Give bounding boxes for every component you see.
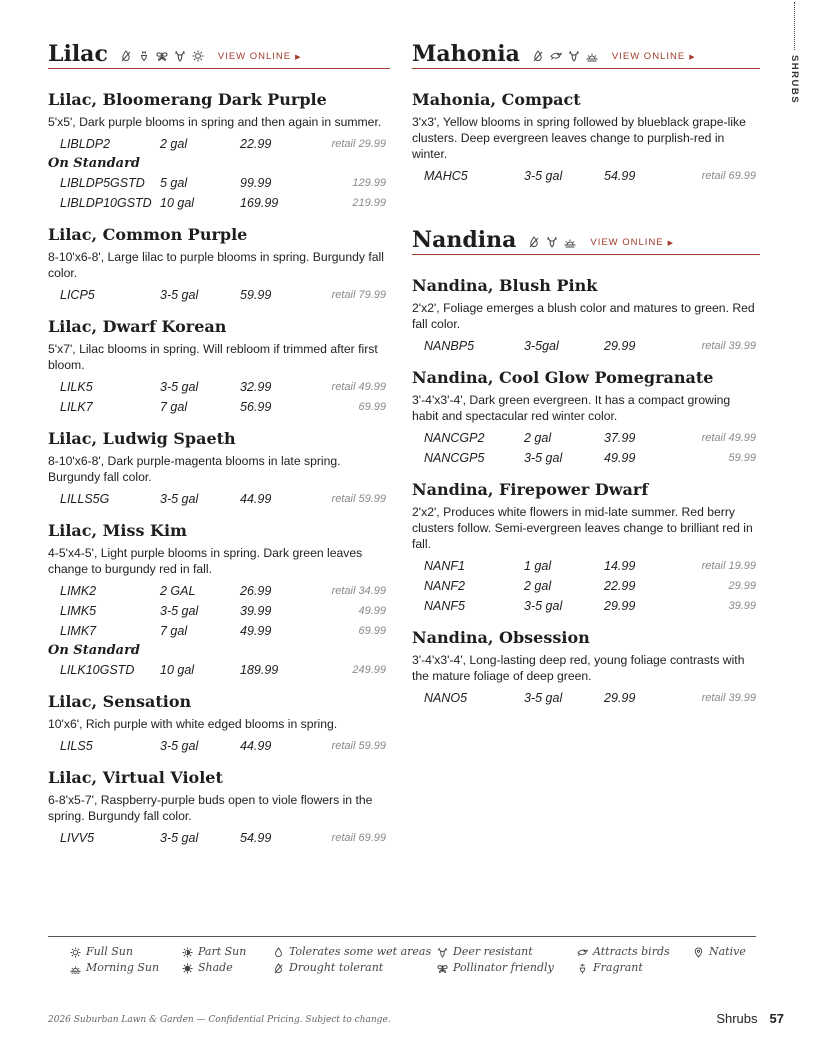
product-description: 3'x3', Yellow blooms in spring followed by blueblack grape-like clusters. Deep evergreen leaves change to purplish-red in winter. xyxy=(412,115,746,161)
side-dotted-rule xyxy=(794,2,795,50)
sku-code: LILK7 xyxy=(60,400,93,414)
price: 39.99 xyxy=(240,604,272,618)
retail-price: retail 49.99 xyxy=(331,381,386,393)
container-size: 3-5 gal xyxy=(160,288,199,302)
sku-code: NANBP5 xyxy=(424,339,475,353)
legend-fragrant: Fragrant xyxy=(577,961,643,975)
product-description: 5'x5', Dark purple blooms in spring and then again in summer. xyxy=(48,115,382,129)
sku-code: LIBLDP2 xyxy=(60,137,111,151)
morning-sun-icon xyxy=(564,236,576,248)
product-description: 4-5'x4-5', Light purple blooms in spring. Dark green leaves change to burgundy red in fall. xyxy=(48,546,363,576)
mahonia-items xyxy=(412,90,760,186)
product-item xyxy=(48,317,390,417)
product-description: 8-10'x6-8', Large lilac to purple blooms in spring. Burgundy fall color. xyxy=(48,250,384,280)
attribute-icons xyxy=(528,236,576,251)
side-label-text: SHRUBS xyxy=(789,54,801,105)
legend-birds: Attracts birds xyxy=(577,945,670,959)
product-description: 3'-4'x3'-4', Dark green evergreen. It has a compact growing habit and spectacular red winter color. xyxy=(412,393,731,423)
price: 37.99 xyxy=(604,431,636,445)
footer-page-info xyxy=(716,1011,784,1026)
container-size: 3-5 gal xyxy=(524,691,563,705)
price: 49.99 xyxy=(240,624,272,638)
product-description: 2'x2', Foliage emerges a blush color and matures to green. Red fall color. xyxy=(412,301,755,331)
retail-price: 69.99 xyxy=(358,401,386,413)
price: 29.99 xyxy=(604,599,636,613)
product-item xyxy=(48,429,390,509)
right-column xyxy=(412,40,760,708)
price-row xyxy=(412,448,760,468)
legend-pollinator: Pollinator friendly xyxy=(437,961,554,975)
price-row xyxy=(48,173,390,193)
container-size: 7 gal xyxy=(160,400,188,414)
price: 54.99 xyxy=(240,831,272,845)
sku-code: LICP5 xyxy=(60,288,95,302)
container-size: 3-5 gal xyxy=(160,604,199,618)
product-item xyxy=(412,628,760,708)
deer-resistant-icon xyxy=(174,50,186,62)
product-name: Lilac, Bloomerang Dark Purple xyxy=(48,90,327,109)
product-name: Mahonia, Compact xyxy=(412,90,581,109)
part-sun-icon xyxy=(182,947,193,958)
retail-price: retail 49.99 xyxy=(701,432,756,444)
legend-wet: Tolerates some wet areas xyxy=(273,945,431,959)
price-row xyxy=(412,166,760,186)
product-description: 3'-4'x3'-4', Long-lasting deep red, young foliage contrasts with the mature foliage of deep green. xyxy=(412,653,745,683)
product-item xyxy=(48,768,390,848)
container-size: 2 GAL xyxy=(160,584,196,598)
morning-sun-icon xyxy=(70,963,81,974)
product-description: 10'x6', Rich purple with white edged blooms in spring. xyxy=(48,717,338,731)
product-item xyxy=(48,90,390,213)
pollinator-friendly-icon xyxy=(156,50,168,62)
price: 32.99 xyxy=(240,380,272,394)
product-item xyxy=(48,225,390,305)
price: 44.99 xyxy=(240,739,272,753)
price-row xyxy=(48,397,390,417)
price-row xyxy=(48,193,390,213)
section-title: Mahonia xyxy=(412,41,520,67)
legend-deer: Deer resistant xyxy=(437,945,533,959)
price: 22.99 xyxy=(604,579,636,593)
price: 22.99 xyxy=(240,137,272,151)
on-standard-label: On Standard xyxy=(48,156,141,171)
attracts-birds-icon xyxy=(577,947,588,958)
product-name: Lilac, Ludwig Spaeth xyxy=(48,429,236,448)
price: 29.99 xyxy=(604,339,636,353)
price-row xyxy=(48,828,390,848)
product-item xyxy=(412,90,760,186)
full-sun-icon xyxy=(192,50,204,62)
drought-tolerant-icon xyxy=(532,50,544,62)
product-item xyxy=(48,692,390,756)
sku-code: MAHC5 xyxy=(424,169,468,183)
retail-price: 49.99 xyxy=(358,605,386,617)
product-name: Nandina, Obsession xyxy=(412,628,590,647)
product-item xyxy=(412,368,760,468)
price-row xyxy=(412,428,760,448)
product-name: Nandina, Blush Pink xyxy=(412,276,598,295)
price: 56.99 xyxy=(240,400,272,414)
retail-price: retail 34.99 xyxy=(331,585,386,597)
container-size: 7 gal xyxy=(160,624,188,638)
container-size: 3-5 gal xyxy=(160,831,199,845)
wet-areas-icon xyxy=(273,947,284,958)
price-row xyxy=(48,134,390,154)
retail-price: retail 19.99 xyxy=(701,560,756,572)
price-row xyxy=(48,285,390,305)
sku-code: NANCGP5 xyxy=(424,451,485,465)
product-name: Lilac, Miss Kim xyxy=(48,521,187,540)
container-size: 3-5 gal xyxy=(160,492,199,506)
side-section-label xyxy=(788,2,802,112)
container-size: 3-5 gal xyxy=(524,169,563,183)
container-size: 1 gal xyxy=(524,559,552,573)
lilac-column xyxy=(48,40,390,848)
sku-code: LIBLDP5GSTD xyxy=(60,176,145,190)
nandina-items xyxy=(412,276,760,708)
price-row xyxy=(412,688,760,708)
price: 26.99 xyxy=(240,584,272,598)
product-item xyxy=(48,521,390,680)
sku-code: LIMK2 xyxy=(60,584,97,598)
sku-code: NANF2 xyxy=(424,579,465,593)
sku-code: LILLS5G xyxy=(60,492,110,506)
container-size: 2 gal xyxy=(524,431,552,445)
price: 169.99 xyxy=(240,196,279,210)
deer-resistant-icon xyxy=(437,947,448,958)
legend-full-sun: Full Sun xyxy=(70,945,133,959)
fragrant-icon xyxy=(138,50,150,62)
attribute-icons xyxy=(120,50,204,65)
sku-code: NANO5 xyxy=(424,691,468,705)
legend-native: Native xyxy=(693,945,746,959)
view-online-link[interactable]: VIEW ONLINE ▶ xyxy=(611,51,696,62)
sku-code: NANCGP2 xyxy=(424,431,485,445)
product-name: Lilac, Virtual Violet xyxy=(48,768,223,787)
product-name: Nandina, Cool Glow Pomegranate xyxy=(412,368,714,387)
sku-code: LILK5 xyxy=(60,380,93,394)
sku-code: NANF5 xyxy=(424,599,465,613)
retail-price: 249.99 xyxy=(352,664,386,676)
view-online-link[interactable]: VIEW ONLINE ▶ xyxy=(590,237,675,248)
container-size: 3-5 gal xyxy=(160,380,199,394)
retail-price: retail 59.99 xyxy=(331,740,386,752)
attracts-birds-icon xyxy=(550,50,562,62)
footer-section: Shrubs xyxy=(716,1011,758,1026)
fragrant-icon xyxy=(577,963,588,974)
container-size: 3-5 gal xyxy=(524,451,563,465)
price: 29.99 xyxy=(604,691,636,705)
price-row xyxy=(48,489,390,509)
drought-tolerant-icon xyxy=(120,50,132,62)
container-size: 3-5 gal xyxy=(524,599,563,613)
sku-code: LILK10GSTD xyxy=(60,663,135,677)
retail-price: retail 79.99 xyxy=(331,289,386,301)
price-row xyxy=(412,596,760,616)
native-icon xyxy=(693,947,704,958)
drought-tolerant-icon xyxy=(273,963,284,974)
container-size: 10 gal xyxy=(160,663,195,677)
retail-price: retail 29.99 xyxy=(331,138,386,150)
retail-price: retail 39.99 xyxy=(701,692,756,704)
price-row xyxy=(412,336,760,356)
legend-drought: Drought tolerant xyxy=(273,961,383,975)
legend-shade: Shade xyxy=(182,961,233,975)
product-name: Lilac, Dwarf Korean xyxy=(48,317,227,336)
legend-part-sun: Part Sun xyxy=(182,945,246,959)
view-online-link[interactable]: VIEW ONLINE ▶ xyxy=(217,51,302,62)
product-description: 5'x7', Lilac blooms in spring. Will rebloom if trimmed after first bloom. xyxy=(48,342,378,372)
price-row xyxy=(48,736,390,756)
morning-sun-icon xyxy=(586,50,598,62)
retail-price: 219.99 xyxy=(352,197,386,209)
price-row xyxy=(48,601,390,621)
price-row xyxy=(48,660,390,680)
price-row xyxy=(412,556,760,576)
deer-resistant-icon xyxy=(546,236,558,248)
product-item xyxy=(412,480,760,616)
footer-disclaimer: 2026 Suburban Lawn & Garden — Confidential Pricing. Subject to change. xyxy=(48,1015,391,1025)
shade-icon xyxy=(182,963,193,974)
drought-tolerant-icon xyxy=(528,236,540,248)
price-row xyxy=(48,581,390,601)
price-row xyxy=(48,621,390,641)
on-standard-label: On Standard xyxy=(48,643,141,658)
container-size: 2 gal xyxy=(524,579,552,593)
lilac-items xyxy=(48,90,390,848)
lilac-section-header xyxy=(48,40,390,69)
price: 49.99 xyxy=(604,451,636,465)
price-row xyxy=(412,576,760,596)
sku-code: LIMK5 xyxy=(60,604,97,618)
price: 59.99 xyxy=(240,288,272,302)
retail-price: retail 69.99 xyxy=(331,832,386,844)
retail-price: 129.99 xyxy=(352,177,386,189)
nandina-section-header xyxy=(412,226,760,255)
product-name: Lilac, Sensation xyxy=(48,692,192,711)
retail-price: 69.99 xyxy=(358,625,386,637)
retail-price: 29.99 xyxy=(728,580,756,592)
container-size: 10 gal xyxy=(160,196,195,210)
sku-code: LIBLDP10GSTD xyxy=(60,196,152,210)
icon-legend xyxy=(48,936,756,977)
product-item xyxy=(412,276,760,356)
attribute-icons xyxy=(532,50,598,65)
price-row xyxy=(48,377,390,397)
deer-resistant-icon xyxy=(568,50,580,62)
product-description: 6-8'x5-7', Raspberry-purple buds open to viole flowers in the spring. Burgundy fall color. xyxy=(48,793,373,823)
sku-code: LILS5 xyxy=(60,739,93,753)
sku-code: LIMK7 xyxy=(60,624,97,638)
price: 54.99 xyxy=(604,169,636,183)
product-name: Lilac, Common Purple xyxy=(48,225,248,244)
page-number: 57 xyxy=(769,1011,784,1026)
pollinator-friendly-icon xyxy=(437,963,448,974)
product-name: Nandina, Firepower Dwarf xyxy=(412,480,649,499)
sku-code: LIVV5 xyxy=(60,831,95,845)
retail-price: 59.99 xyxy=(728,452,756,464)
full-sun-icon xyxy=(70,947,81,958)
sku-code: NANF1 xyxy=(424,559,465,573)
legend-morning-sun: Morning Sun xyxy=(70,961,159,975)
retail-price: retail 59.99 xyxy=(331,493,386,505)
container-size: 3-5gal xyxy=(524,339,559,353)
section-title: Nandina xyxy=(412,227,517,253)
retail-price: retail 39.99 xyxy=(701,340,756,352)
container-size: 3-5 gal xyxy=(160,739,199,753)
mahonia-section-header xyxy=(412,40,760,69)
product-description: 2'x2', Produces white flowers in mid-late summer. Red berry clusters follow. Semi-evergreen leaves change to brilliant red in fall. xyxy=(412,505,753,551)
price: 14.99 xyxy=(604,559,636,573)
container-size: 2 gal xyxy=(160,137,188,151)
retail-price: retail 69.99 xyxy=(701,170,756,182)
retail-price: 39.99 xyxy=(728,600,756,612)
section-title: Lilac xyxy=(48,41,108,67)
price: 99.99 xyxy=(240,176,272,190)
price: 44.99 xyxy=(240,492,272,506)
product-description: 8-10'x6-8', Dark purple-magenta blooms in late spring. Burgundy fall color. xyxy=(48,454,341,484)
price: 189.99 xyxy=(240,663,279,677)
container-size: 5 gal xyxy=(160,176,188,190)
